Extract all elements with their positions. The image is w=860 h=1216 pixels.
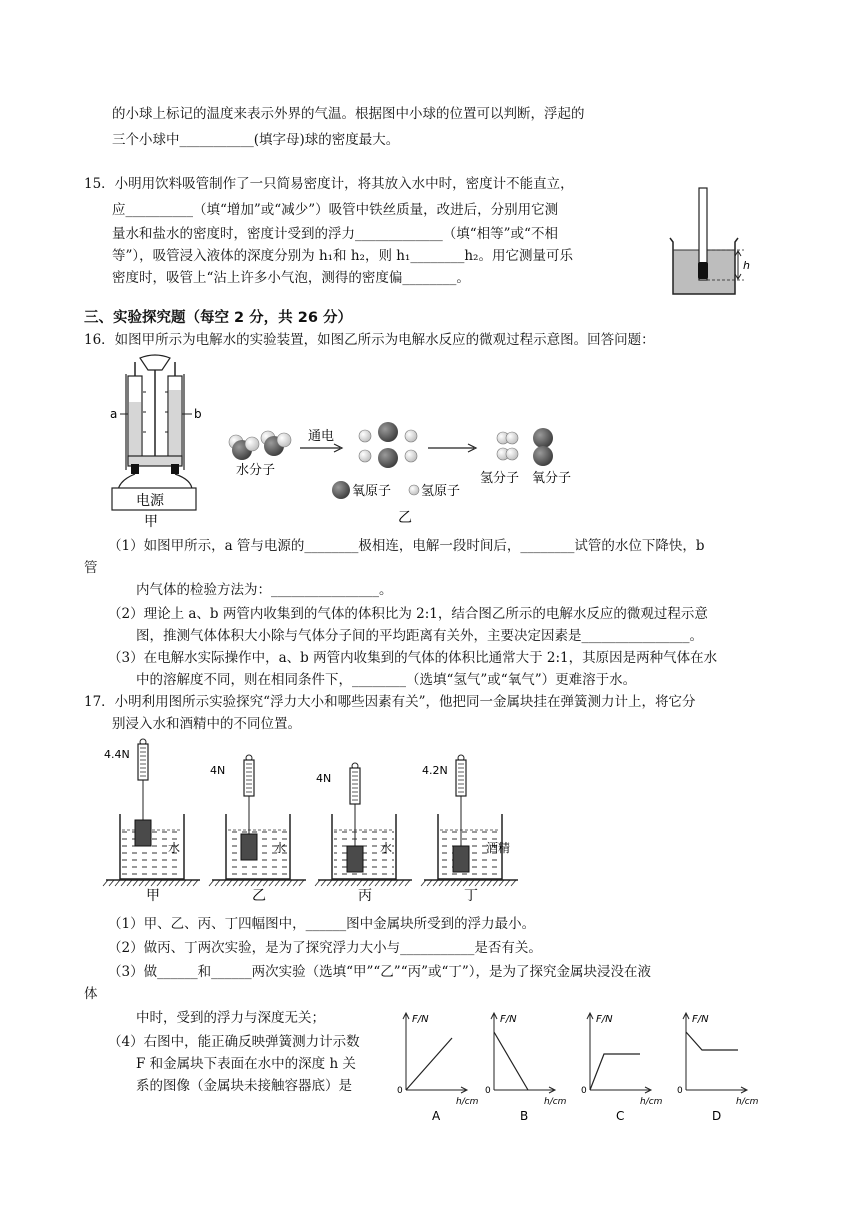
q16-part3-line1: （3）在电解水实际操作中，a、b 两管内收集到的气体的体积比通常大于 2:1，其原因是两种气体在水 <box>108 650 718 666</box>
graph-origin-A: 0 <box>397 1086 403 1096</box>
graph-letter-D: D <box>712 1109 722 1123</box>
water-molecule-1 <box>229 435 259 460</box>
q17-part3-line1: （3）做______和______两次实验（选填“甲”“乙”“丙”或“丁”），是为了探究金属块浸没在液 <box>108 964 652 980</box>
q15-line-1: 15．小明用饮料吸管制作了一只简易密度计，将其放入水中时，密度计不能直立， <box>84 176 574 192</box>
liquid-label-4: 酒精 <box>486 841 511 855</box>
liquid-label-1: 水 <box>168 841 181 855</box>
electrolysis-label: 通电 <box>308 429 335 444</box>
beaker-name-3: 丙 <box>358 888 372 904</box>
graph-origin-C: 0 <box>581 1086 587 1096</box>
hydrogen-molecule-label: 氢分子 <box>480 471 520 486</box>
liquid-label-3: 水 <box>380 841 393 855</box>
q15-line-4: 等”），吸管浸入液体的深度分别为 h₁和 h₂，则 h₁________h₂。用它测量可乐 <box>112 248 573 264</box>
scale-reading-1: 4.4N <box>104 748 130 761</box>
figure-jia-label: 甲 <box>144 514 158 530</box>
q14-line-2: 三个小球中___________(填字母)球的密度最大。 <box>112 132 400 148</box>
q17-stem-line2: 别浸入水和酒精中的不同位置。 <box>112 716 301 732</box>
tube-a-label: a <box>110 407 118 421</box>
electrolysis-apparatus <box>100 352 210 530</box>
beaker-name-1: 甲 <box>146 888 160 904</box>
graph-ylabel-B: F/N <box>500 1014 517 1025</box>
graph-curve-B <box>494 1032 528 1090</box>
graph-xlabel-D: h/cm <box>736 1097 759 1107</box>
power-label: 电源 <box>136 493 164 509</box>
figure-yi-label: 乙 <box>398 510 412 526</box>
q14-line-1: 的小球上标记的温度来表示外界的气温。根据图中小球的位置可以判断，浮起的 <box>112 106 585 122</box>
q15-line-2: 应__________（填“增加”或“减少”）吸管中铁丝质量，改进后，分别用它测 <box>112 202 559 218</box>
beaker-name-2: 乙 <box>252 888 266 904</box>
graph-A <box>397 1013 479 1123</box>
scale-reading-3: 4N <box>316 772 332 785</box>
q17-part3-line2: 体 <box>84 986 98 1002</box>
section-3-title: 三、实验探究题（每空 2 分，共 26 分） <box>84 310 352 326</box>
water-molecule-2 <box>261 431 291 456</box>
q17-part4-line2: F 和金属块下表面在水中的深度 h 关 <box>136 1056 356 1072</box>
q16-part1-line2: 管 <box>84 560 98 576</box>
liquid-label-2: 水 <box>274 841 287 855</box>
hydrogen-atom-label: 氢原子 <box>421 484 461 499</box>
beaker-name-4: 丁 <box>464 888 478 904</box>
q16-part1-line3: 内气体的检验方法为：________________。 <box>136 582 393 598</box>
q16-part1-line1: （1）如图甲所示，a 管与电源的________极相连，电解一段时间后，________试管的水位下降快，b <box>108 538 705 554</box>
q15-line-5: 密度时，吸管上“沾上许多小气泡，测得的密度偏________。 <box>112 270 470 286</box>
oxygen-molecule <box>533 428 553 466</box>
q16-part2-line1: （2）理论上 a、b 两管内收集到的气体的体积比为 2:1，结合图乙所示的电解水反应的微观过程示意 <box>108 606 708 622</box>
electrolysis-micro-diagram <box>222 396 588 530</box>
beaker-setup-4 <box>421 755 518 904</box>
graph-origin-B: 0 <box>485 1086 491 1096</box>
graph-origin-D: 0 <box>677 1086 683 1096</box>
water-molecule-label: 水分子 <box>236 463 276 478</box>
h-label: h <box>743 259 750 272</box>
graph-letter-B: B <box>520 1109 529 1123</box>
scale-reading-4: 4.2N <box>422 764 448 777</box>
q16-part2-line2: 图，推测气体体积大小除与气体分子间的平均距离有关外，主要决定因素是________________。 <box>136 628 703 644</box>
q15-line-3: 量水和盐水的密度时，密度计受到的浮力_____________（填“相等”或“不相 <box>112 226 558 242</box>
graph-ylabel-C: F/N <box>596 1014 613 1025</box>
graph-D <box>677 1013 759 1123</box>
tube-b-label: b <box>194 407 202 421</box>
q17-part3-line3: 中时，受到的浮力与深度无关； <box>136 1010 325 1026</box>
hydrogen-molecules <box>497 432 518 460</box>
graph-B <box>485 1013 567 1123</box>
graph-xlabel-A: h/cm <box>456 1097 479 1107</box>
oxygen-molecule-label: 氧分子 <box>532 471 572 486</box>
q16-part3-line2: 中的溶解度不同，则在相同条件下，________（选填“氢气”或“氧气”）更难溶于水。 <box>136 672 637 688</box>
graph-xlabel-C: h/cm <box>640 1097 663 1107</box>
graph-letter-C: C <box>616 1109 625 1123</box>
force-depth-graphs <box>394 1008 774 1124</box>
graph-letter-A: A <box>432 1109 441 1123</box>
beaker-setup-2 <box>209 755 306 904</box>
oxygen-atom-label: 氧原子 <box>352 484 392 499</box>
beaker-setup-1 <box>103 739 200 904</box>
buoyancy-experiment-figure <box>100 738 540 904</box>
graph-curve-C <box>590 1054 640 1090</box>
q17-stem-line1: 17．小明利用图所示实验探究“浮力大小和哪些因素有关”，他把同一金属块挂在弹簧测力计上，将它分 <box>84 694 696 710</box>
q17-part2: （2）做丙、丁两次实验，是为了探究浮力大小与___________是否有关。 <box>108 940 542 956</box>
q17-part1: （1）甲、乙、丙、丁四幅图中，______图中金属块所受到的浮力最小。 <box>108 916 536 932</box>
graph-ylabel-D: F/N <box>692 1014 709 1025</box>
graph-ylabel-A: F/N <box>412 1014 429 1025</box>
graph-curve-D <box>686 1032 738 1050</box>
q17-part4-line3: 系的图像（金属块未接触容器底）是 <box>136 1078 352 1094</box>
beaker-setup-3 <box>315 763 412 904</box>
q17-part4-line1: （4）右图中，能正确反映弹簧测力计示数 <box>108 1034 360 1050</box>
q16-stem: 16．如图甲所示为电解水的实验装置，如图乙所示为电解水反应的微观过程示意图。回答问题： <box>84 332 655 348</box>
graph-xlabel-B: h/cm <box>544 1097 567 1107</box>
graph-C <box>581 1013 663 1123</box>
graph-curve-A <box>406 1038 452 1090</box>
densitometer-figure <box>664 186 764 302</box>
scale-reading-2: 4N <box>210 764 226 777</box>
iron-wire <box>698 262 708 279</box>
